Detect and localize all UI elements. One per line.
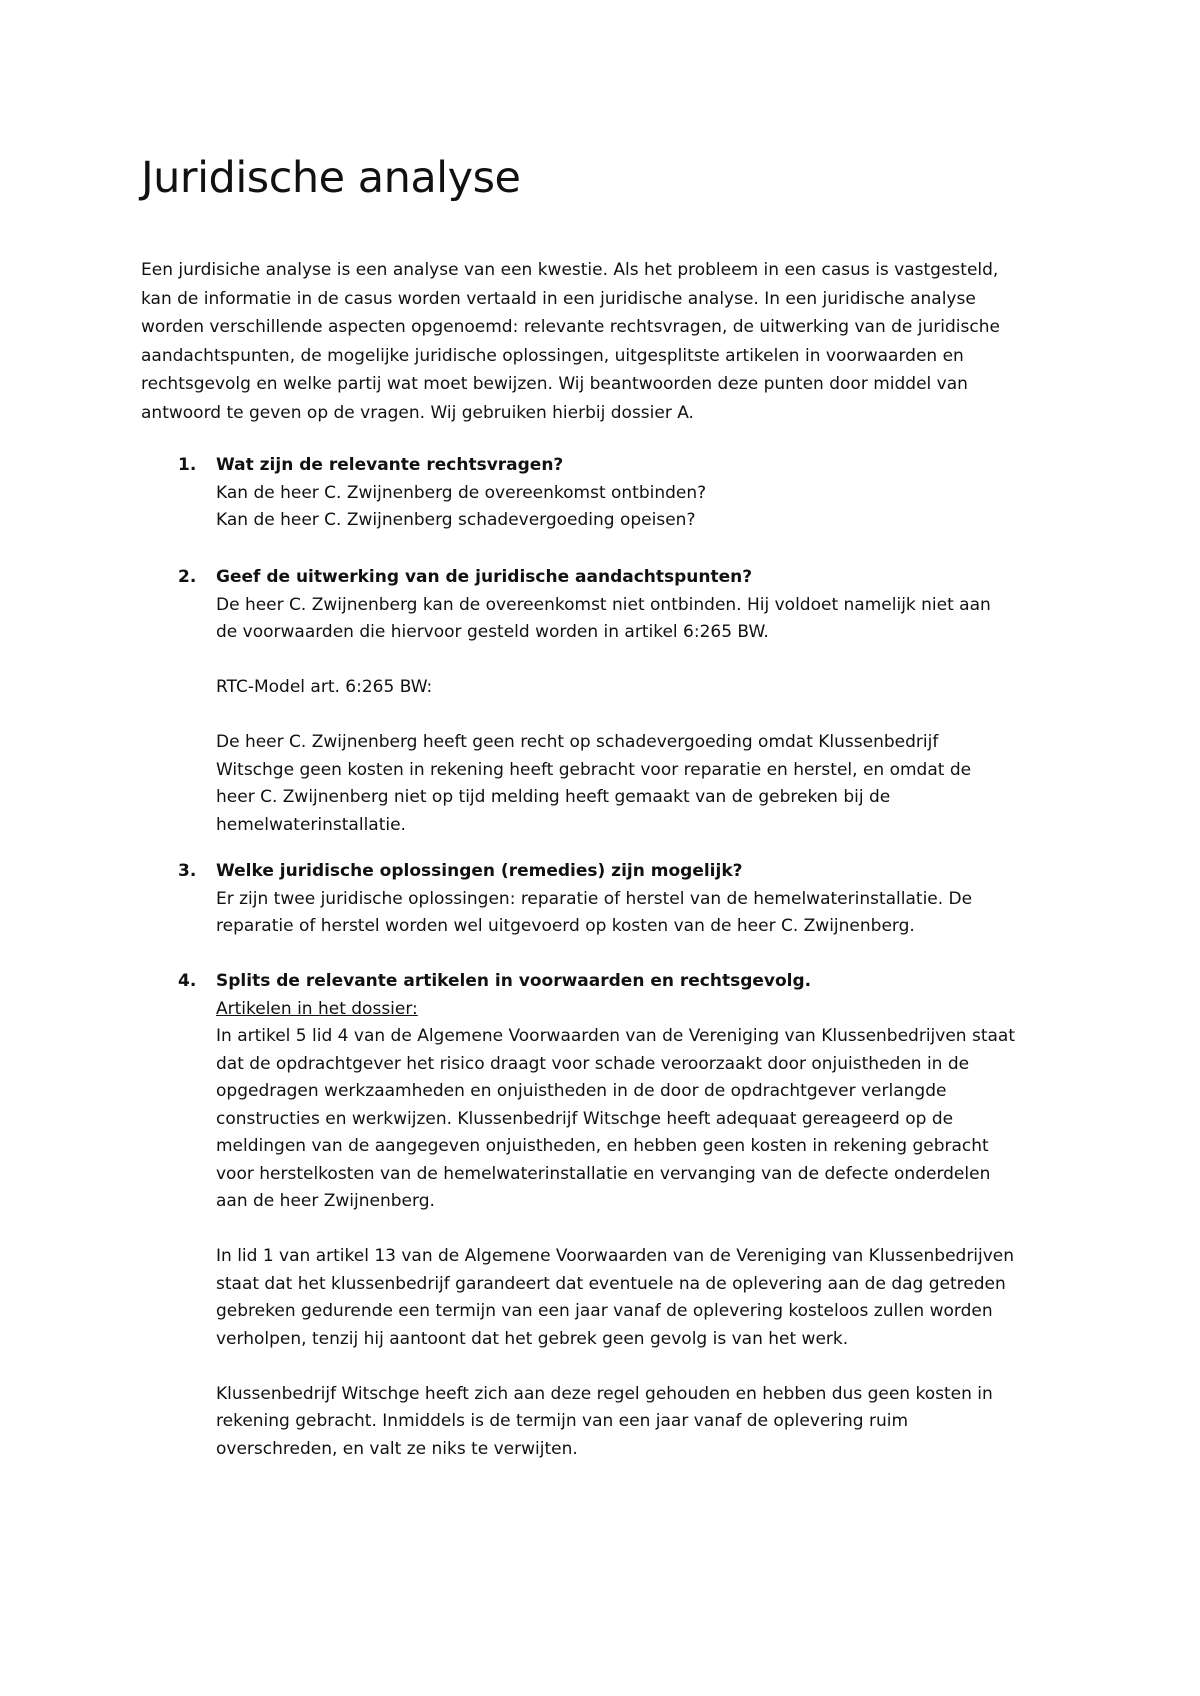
question-heading: Splits de relevante artikelen in voorwaarden en rechtsgevolg. (216, 971, 812, 991)
answer-line: heer C. Zwijnenberg niet op tijd melding heeft gemaakt van de gebreken bij de (216, 787, 891, 807)
answer-line: aan de heer Zwijnenberg. (216, 1191, 435, 1211)
answer-line: verholpen, tenzij hij aantoont dat het gebrek geen gevolg is van het werk. (216, 1328, 849, 1349)
page-title: Juridische analyse (141, 153, 521, 203)
answer-line: gebreken gedurende een termijn van een jaar vanaf de oplevering kosteloos zullen worden (216, 1301, 993, 1321)
intro-line: antwoord te geven op de vragen. Wij gebruiken hierbij dossier A. (141, 402, 694, 423)
answer-line: In artikel 5 lid 4 van de Algemene Voorwaarden van de Vereniging van Klussenbedrijven staat (216, 1026, 1015, 1046)
intro-line: Een jurdisiche analyse is een analyse van een kwestie. Als het probleem in een casus is vastgesteld, (141, 260, 999, 280)
list-number: 2. (178, 567, 197, 587)
list-item-body (216, 968, 1096, 1463)
intro-line: rechtsgevolg en welke partij wat moet bewijzen. Wij beantwoorden deze punten door middel van (141, 374, 968, 394)
list-number: 4. (178, 971, 197, 991)
answer-line: dat de opdrachtgever het risico draagt voor schade veroorzaakt door onjuistheden in de (216, 1053, 970, 1074)
subheading: Artikelen in het dossier: (216, 998, 418, 1019)
answer-line: In lid 1 van artikel 13 van de Algemene Voorwaarden van de Vereniging van Klussenbedrijven (216, 1246, 1015, 1266)
answer-line: constructies en werkwijzen. Klussenbedrijf Witschge heeft adequaat gereageerd op de (216, 1108, 954, 1129)
question-heading: Wat zijn de relevante rechtsvragen? (216, 455, 564, 475)
list-item-body (216, 452, 1096, 535)
answer-line: voor herstelkosten van de hemelwaterinstallatie en vervanging van de defecte onderdelen (216, 1163, 991, 1184)
spacer (216, 1216, 1096, 1244)
list-item-body (216, 858, 1096, 941)
answer-line: staat dat het klussenbedrijf garandeert dat eventuele na de oplevering aan de dag getreden (216, 1273, 1006, 1294)
intro-paragraph (141, 256, 1091, 427)
answer-line: Witschge geen kosten in rekening heeft gebracht voor reparatie en herstel, en omdat de (216, 759, 972, 780)
answer-line: de voorwaarden die hiervoor gesteld worden in artikel 6:265 BW. (216, 622, 769, 642)
answer-line: Kan de heer C. Zwijnenberg de overeenkomst ontbinden? (216, 482, 707, 503)
spacer (216, 702, 1096, 730)
model-label: RTC-Model art. 6:265 BW: (216, 677, 433, 697)
answer-line: De heer C. Zwijnenberg heeft geen recht op schadevergoeding omdat Klussenbedrijf (216, 732, 939, 752)
list-number: 3. (178, 861, 197, 881)
answer-line: overschreden, en valt ze niks te verwijten. (216, 1438, 578, 1459)
answer-line: rekening gebracht. Inmiddels is de termijn van een jaar vanaf de oplevering ruim (216, 1411, 909, 1431)
answer-line: Klussenbedrijf Witschge heeft zich aan deze regel gehouden en hebben dus geen kosten in (216, 1383, 993, 1404)
intro-line: aandachtspunten, de mogelijke juridische oplossingen, uitgesplitste artikelen in voorwaarden en (141, 345, 964, 366)
intro-line: kan de informatie in de casus worden vertaald in een juridische analyse. In een juridische analyse (141, 288, 976, 309)
intro-line: worden verschillende aspecten opgenoemd: relevante rechtsvragen, de uitwerking van de juridische (141, 317, 1000, 337)
spacer (216, 1353, 1096, 1381)
question-heading: Geef de uitwerking van de juridische aandachtspunten? (216, 567, 753, 587)
answer-line: meldingen van de aangegeven onjuistheden, en hebben geen kosten in rekening gebracht (216, 1136, 989, 1156)
spacer (216, 647, 1096, 675)
answer-line: reparatie of herstel worden wel uitgevoerd op kosten van de heer C. Zwijnenberg. (216, 916, 915, 936)
answer-line: hemelwaterinstallatie. (216, 814, 406, 835)
answer-line: Kan de heer C. Zwijnenberg schadevergoeding opeisen? (216, 510, 696, 530)
answer-line: Er zijn twee juridische oplossingen: reparatie of herstel van de hemelwaterinstallatie. De (216, 888, 973, 909)
answer-line: opgedragen werkzaamheden en onjuistheden in de door de opdrachtgever verlangde (216, 1081, 947, 1101)
list-number: 1. (178, 455, 197, 475)
answer-line: De heer C. Zwijnenberg kan de overeenkomst niet ontbinden. Hij voldoet namelijk niet aan (216, 594, 991, 615)
list-item-body (216, 564, 1096, 839)
question-heading: Welke juridische oplossingen (remedies) zijn mogelijk? (216, 861, 743, 881)
